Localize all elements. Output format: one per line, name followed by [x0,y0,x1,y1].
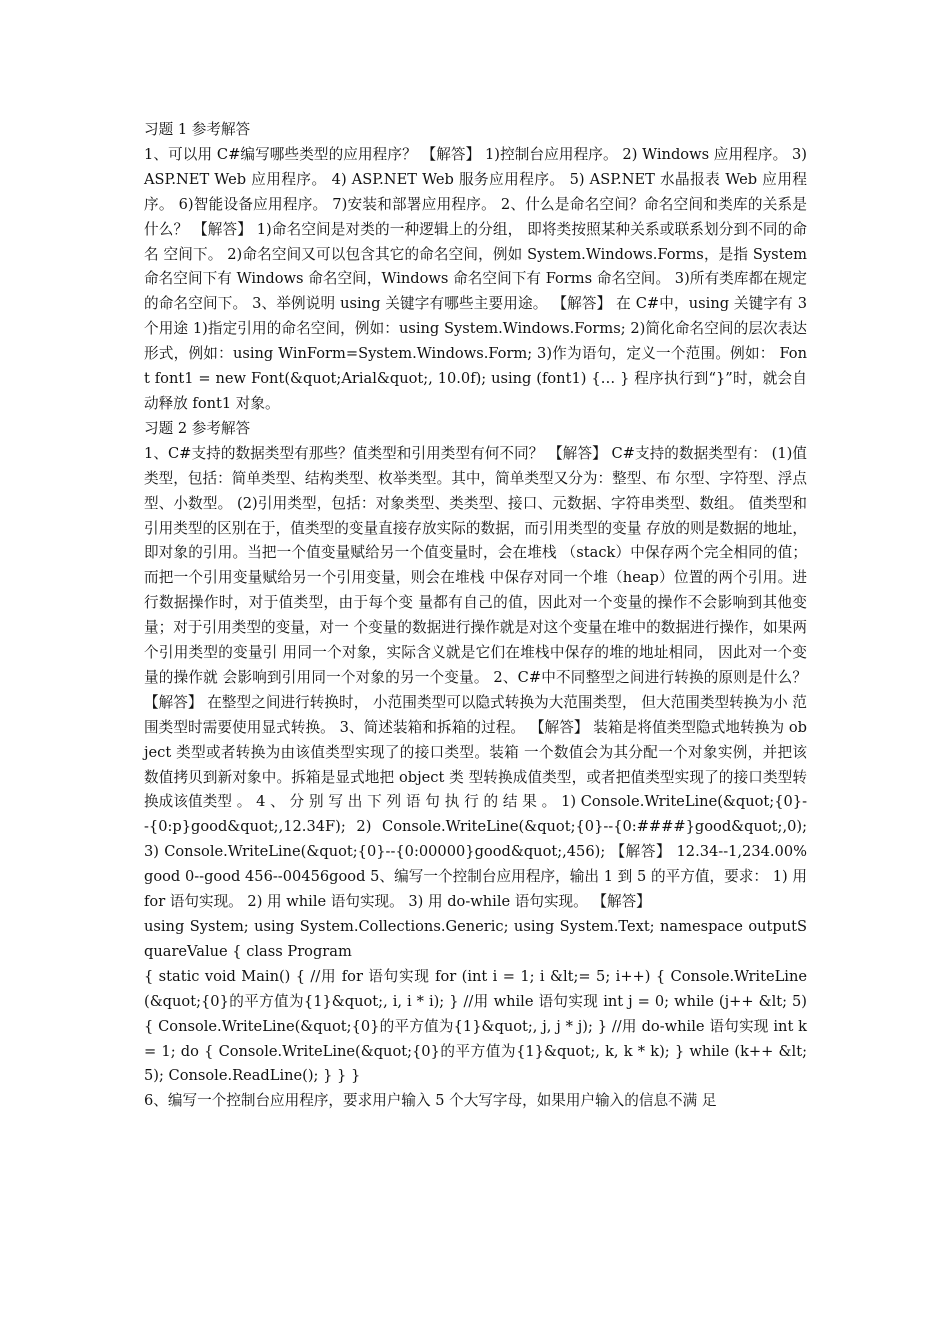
code-block-1: using System; using System.Collections.Generic; using System.Text; namespace outputSquareValue { class Program [144,918,807,960]
section1-body: 1、可以用 C#编写哪些类型的应用程序？ 【解答】 1)控制台应用程序。 2) Windows 应用程序。 3) ASP.NET Web 应用程序。 4) ASP.NET Web 服务应用程序。 5) ASP.NET 水晶报表 Web 应用程序。 6)智能设备应用程序。 7)安装和部署应用程序。 2、什么是命名空间？命名空间和类库的关系是什么？ 【解答】 1)命名空间是对类的一种逻辑上的分组， 即将类按照某种关系或联系划分到不同的命名 空间下。 2)命名空间又可以包含其它的命名空间，例如 System.Windows.Forms，是指 System 命名空间下有 Windows 命名空间，Windows 命名空间下有 Forms 命名空间。 3)所有类库都在规定的命名空间下。 3、举例说明 using 关键字有哪些主要用途。 【解答】 在 C#中，using 关键字有 3 个用途 1)指定引用的命名空间，例如：using System.Windows.Forms; 2)简化命名空间的层次表达形式，例如：using WinForm=System.Windows.Form; 3)作为语句，定义一个范围。例如： Font font1 = new Font(&quot;Arial&quot;, 10.0f); using (font1) {… } 程序执行到“}”时，就会自动释放 font1 对象。 [144,145,807,412]
section2-tail: 6、编写一个控制台应用程序，要求用户输入 5 个大写字母，如果用户输入的信息不满 足 [144,1092,717,1110]
document-page [144,118,807,1114]
section1-heading: 习题 1 参考解答 [144,121,251,138]
section2-heading: 习题 2 参考解答 [144,419,251,437]
section2-body: 1、C#支持的数据类型有那些？值类型和引用类型有何不同？ 【解答】 C#支持的数据类型有： (1)值类型，包括：简单类型、结构类型、枚举类型。其中，简单类型又分为：整型、布 尔型、字符型、浮点型、小数型。 (2)引用类型，包括：对象类型、类类型、接口、元数据、字符串类型、数组。 值类型和引用类型的区别在于，值类型的变量直接存放实际的数据，而引用类型的变量 存放的则是数据的地址，即对象的引用。当把一个值变量赋给另一个值变量时，会在堆栈 （stack）中保存两个完全相同的值；而把一个引用变量赋给另一个引用变量，则会在堆栈 中保存对同一个堆（heap）位置的两个引用。进行数据操作时，对于值类型，由于每个变 量都有自己的值，因此对一个变量的操作不会影响到其他变量；对于引用类型的变量，对一 个变量的数据进行操作就是对这个变量在堆中的数据进行操作，如果两个引用类型的变量引 用同一个对象，实际含义就是它们在堆栈中保存的堆的地址相同， 因此对一个变量的操作就 会影响到引用同一个对象的另一个变量。 2、C#中不同整型之间进行转换的原则是什么？ 【解答】 在整型之间进行转换时， 小范围类型可以隐式转换为大范围类型， 但大范围类型转换为小 范围类型时需要使用显式转换。 3、简述装箱和拆箱的过程。 【解答】 装箱是将值类型隐式地转换为 object 类型或者转换为由该值类型实现了的接口类型。装箱 一个数值会为其分配一个对象实例，并把该数值拷贝到新对象中。拆箱是显式地把 object 类 型转换成值类型，或者把值类型实现了的接口类型转换成该值类型 。 4 、 分 别 写 出 下 列 语 句 执 行 的 结 果 。 1) Console.WriteLine(&quot;{0}--{0:p}good&quot;,12.34F); 2) Console.WriteLine(&quot;{0}--{0:####}good&quot;,0); 3) Console.WriteLine(&quot;{0}--{0:00000}good&quot;,456); 【解答】 12.34--1,234.00%good 0--good 456--00456good 5、编写一个控制台应用程序，输出 1 到 5 的平方值，要求： 1) 用 for 语句实现。 2) 用 while 语句实现。 3) 用 do-while 语句实现。 【解答】 [144,444,807,911]
code-block-2: { static void Main() { //用 for 语句实现 for (int i = 1; i &lt;= 5; i++) { Console.WriteLine(&quot;{0}的平方值为{1}&quot;, i, i * i); } //用 while 语句实现 int j = 0; while (j++ &lt; 5) { Console.WriteLine(&quot;{0}的平方值为{1}&quot;, j, j * j); } //用 do-while 语句实现 int k = 1; do { Console.WriteLine(&quot;{0}的平方值为{1}&quot;, k, k * k); } while (k++ &lt; 5); Console.ReadLine(); } } } [144,967,807,1085]
